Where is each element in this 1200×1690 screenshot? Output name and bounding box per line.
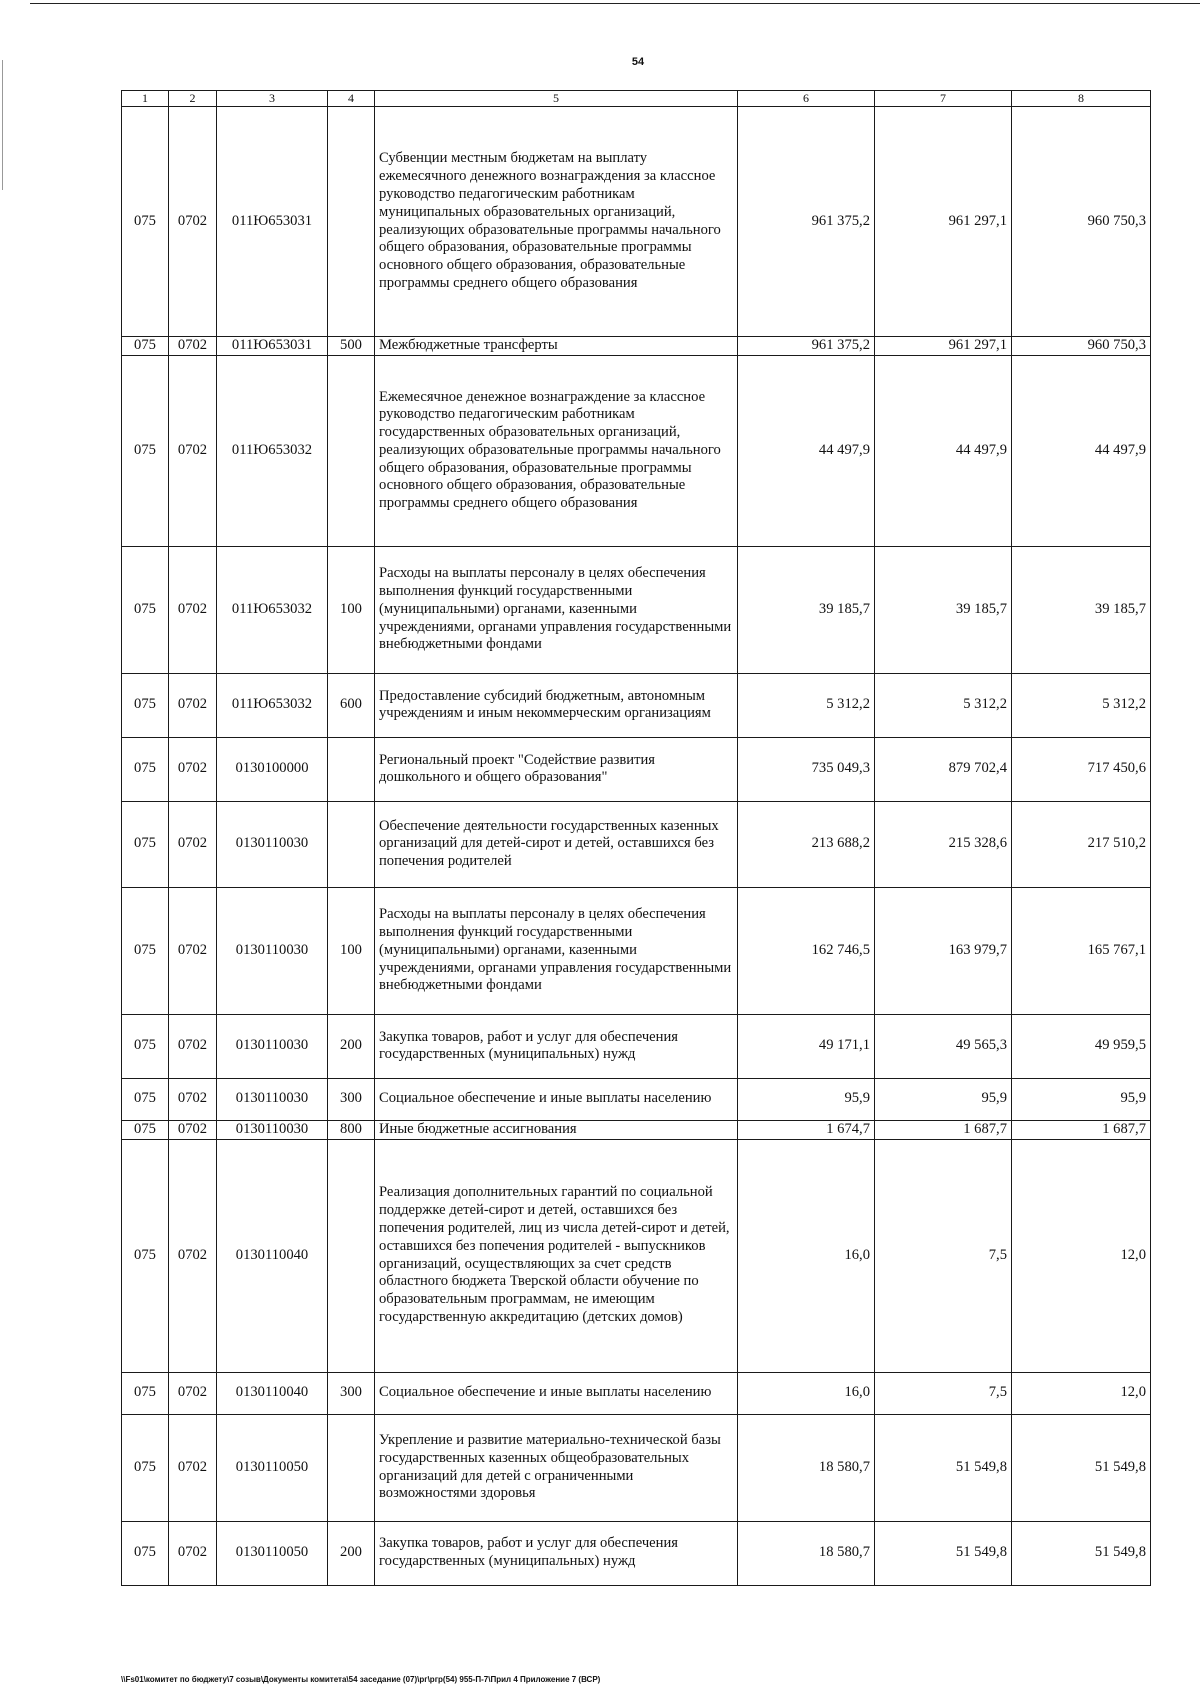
budget-table [121,90,1151,1586]
expense-type-code [328,737,375,801]
table-row [122,337,1151,356]
amount-col-8: 51 549,8 [1012,1521,1151,1585]
section-code: 0702 [169,355,217,546]
item-name: Расходы на выплаты персоналу в целях обеспечения выполнения функций государственными (муниципальными) органами, казенными учреждениями, органами управления государственными внебюджетными фондами [375,546,738,673]
target-article-code: 011Ю653032 [217,673,328,737]
table-row [122,801,1151,887]
expense-type-code [328,107,375,337]
amount-col-8: 717 450,6 [1012,737,1151,801]
table-row [122,887,1151,1014]
amount-col-8: 39 185,7 [1012,546,1151,673]
header-col-3: 3 [217,91,328,107]
target-article-code: 011Ю653032 [217,355,328,546]
table-row [122,1414,1151,1521]
amount-col-8: 960 750,3 [1012,337,1151,356]
header-col-5: 5 [375,91,738,107]
amount-col-8: 5 312,2 [1012,673,1151,737]
amount-col-7: 961 297,1 [875,337,1012,356]
target-article-code: 0130110030 [217,801,328,887]
amount-col-6: 95,9 [738,1078,875,1120]
amount-col-6: 961 375,2 [738,337,875,356]
amount-col-6: 18 580,7 [738,1521,875,1585]
amount-col-6: 735 049,3 [738,737,875,801]
item-name: Субвенции местным бюджетам на выплату ежемесячного денежного вознаграждения за классное руководство педагогическим работникам муниципальных образовательных организаций, реализующих образовательные программы начального общего образования, образовательные программы основного общего образования, образовательные программы среднего общего образования [375,107,738,337]
header-col-8: 8 [1012,91,1151,107]
item-name: Иные бюджетные ассигнования [375,1120,738,1139]
amount-col-6: 39 185,7 [738,546,875,673]
table-row [122,546,1151,673]
expense-type-code [328,355,375,546]
item-name: Социальное обеспечение и иные выплаты населению [375,1078,738,1120]
amount-col-6: 44 497,9 [738,355,875,546]
item-name: Закупка товаров, работ и услуг для обеспечения государственных (муниципальных) нужд [375,1521,738,1585]
item-name: Обеспечение деятельности государственных казенных организаций для детей-сирот и детей, оставшихся без попечения родителей [375,801,738,887]
amount-col-6: 1 674,7 [738,1120,875,1139]
header-col-7: 7 [875,91,1012,107]
amount-col-7: 39 185,7 [875,546,1012,673]
item-name: Межбюджетные трансферты [375,337,738,356]
expense-type-code: 600 [328,673,375,737]
section-code: 0702 [169,1120,217,1139]
target-article-code: 011Ю653031 [217,107,328,337]
ministry-code: 075 [122,1414,169,1521]
file-path-footer: \\Fs01\комитет по бюджету\7 созыв\Документы комитета\54 заседание (07)\рг\ргр(54) 955-П-7\Прил 4 Приложение 7 (ВСР) [121,1675,601,1684]
amount-col-7: 7,5 [875,1372,1012,1414]
ministry-code: 075 [122,355,169,546]
amount-col-7: 51 549,8 [875,1414,1012,1521]
target-article-code: 0130110040 [217,1372,328,1414]
item-name: Предоставление субсидий бюджетным, автономным учреждениям и иным некоммерческим организациям [375,673,738,737]
item-name: Региональный проект "Содействие развития дошкольного и общего образования" [375,737,738,801]
ministry-code: 075 [122,337,169,356]
ministry-code: 075 [122,546,169,673]
section-code: 0702 [169,337,217,356]
section-code: 0702 [169,1139,217,1372]
amount-col-8: 165 767,1 [1012,887,1151,1014]
amount-col-7: 1 687,7 [875,1120,1012,1139]
header-row [122,91,1151,107]
ministry-code: 075 [122,1521,169,1585]
section-code: 0702 [169,546,217,673]
target-article-code: 0130110030 [217,1120,328,1139]
section-code: 0702 [169,887,217,1014]
expense-type-code: 800 [328,1120,375,1139]
table-row [122,737,1151,801]
item-name: Расходы на выплаты персоналу в целях обеспечения выполнения функций государственными (муниципальными) органами, казенными учреждениями, органами управления государственными внебюджетными фондами [375,887,738,1014]
item-name: Социальное обеспечение и иные выплаты населению [375,1372,738,1414]
ministry-code: 075 [122,1139,169,1372]
amount-col-6: 49 171,1 [738,1014,875,1078]
amount-col-6: 16,0 [738,1372,875,1414]
ministry-code: 075 [122,1372,169,1414]
amount-col-7: 49 565,3 [875,1014,1012,1078]
header-col-4: 4 [328,91,375,107]
amount-col-7: 95,9 [875,1078,1012,1120]
amount-col-6: 213 688,2 [738,801,875,887]
item-name: Закупка товаров, работ и услуг для обеспечения государственных (муниципальных) нужд [375,1014,738,1078]
section-code: 0702 [169,107,217,337]
amount-col-8: 44 497,9 [1012,355,1151,546]
expense-type-code: 200 [328,1014,375,1078]
section-code: 0702 [169,1078,217,1120]
amount-col-8: 1 687,7 [1012,1120,1151,1139]
target-article-code: 0130110030 [217,887,328,1014]
section-code: 0702 [169,801,217,887]
ministry-code: 075 [122,1078,169,1120]
expense-type-code [328,1139,375,1372]
table-row [122,673,1151,737]
header-col-2: 2 [169,91,217,107]
ministry-code: 075 [122,107,169,337]
item-name: Реализация дополнительных гарантий по социальной поддержке детей-сирот и детей, оставшихся без попечения родителей, лиц из числа детей-сирот и детей, оставшихся без попечения родителей - выпускников организаций, осуществляющих за счет средств областного бюджета Тверской области обучение по образовательным программам, не имеющим государственную аккредитацию (детских домов) [375,1139,738,1372]
page-number: 54 [631,56,645,68]
amount-col-7: 7,5 [875,1139,1012,1372]
expense-type-code [328,1414,375,1521]
scan-border-top [30,3,1200,4]
expense-type-code: 300 [328,1372,375,1414]
target-article-code: 0130100000 [217,737,328,801]
amount-col-8: 960 750,3 [1012,107,1151,337]
table-row [122,1521,1151,1585]
amount-col-6: 5 312,2 [738,673,875,737]
target-article-code: 011Ю653032 [217,546,328,673]
amount-col-7: 5 312,2 [875,673,1012,737]
amount-col-6: 162 746,5 [738,887,875,1014]
amount-col-8: 95,9 [1012,1078,1151,1120]
target-article-code: 0130110050 [217,1414,328,1521]
target-article-code: 0130110030 [217,1078,328,1120]
expense-type-code [328,801,375,887]
section-code: 0702 [169,1521,217,1585]
target-article-code: 011Ю653031 [217,337,328,356]
ministry-code: 075 [122,801,169,887]
expense-type-code: 300 [328,1078,375,1120]
amount-col-7: 879 702,4 [875,737,1012,801]
target-article-code: 0130110040 [217,1139,328,1372]
ministry-code: 075 [122,887,169,1014]
amount-col-8: 51 549,8 [1012,1414,1151,1521]
ministry-code: 075 [122,1014,169,1078]
expense-type-code: 100 [328,887,375,1014]
amount-col-7: 961 297,1 [875,107,1012,337]
section-code: 0702 [169,1414,217,1521]
amount-col-8: 12,0 [1012,1372,1151,1414]
ministry-code: 075 [122,737,169,801]
table-row [122,1078,1151,1120]
item-name: Укрепление и развитие материально-технической базы государственных казенных общеобразовательных организаций для детей с ограниченными возможностями здоровья [375,1414,738,1521]
target-article-code: 0130110030 [217,1014,328,1078]
amount-col-7: 44 497,9 [875,355,1012,546]
amount-col-6: 961 375,2 [738,107,875,337]
target-article-code: 0130110050 [217,1521,328,1585]
amount-col-7: 215 328,6 [875,801,1012,887]
section-code: 0702 [169,1014,217,1078]
item-name: Ежемесячное денежное вознаграждение за классное руководство педагогическим работникам государственных образовательных организаций, реализующих образовательные программы начального общего образования, образовательные программы основного общего образования, образовательные программы среднего общего образования [375,355,738,546]
table-row [122,1014,1151,1078]
amount-col-7: 163 979,7 [875,887,1012,1014]
expense-type-code: 200 [328,1521,375,1585]
amount-col-8: 49 959,5 [1012,1014,1151,1078]
table-row [122,1139,1151,1372]
section-code: 0702 [169,673,217,737]
amount-col-8: 217 510,2 [1012,801,1151,887]
amount-col-6: 18 580,7 [738,1414,875,1521]
amount-col-7: 51 549,8 [875,1521,1012,1585]
table-row [122,1372,1151,1414]
scan-border-left [2,60,3,190]
ministry-code: 075 [122,673,169,737]
table-row [122,355,1151,546]
amount-col-8: 12,0 [1012,1139,1151,1372]
amount-col-6: 16,0 [738,1139,875,1372]
section-code: 0702 [169,1372,217,1414]
header-col-6: 6 [738,91,875,107]
header-col-1: 1 [122,91,169,107]
table-row [122,1120,1151,1139]
expense-type-code: 500 [328,337,375,356]
section-code: 0702 [169,737,217,801]
expense-type-code: 100 [328,546,375,673]
table-row [122,107,1151,337]
ministry-code: 075 [122,1120,169,1139]
